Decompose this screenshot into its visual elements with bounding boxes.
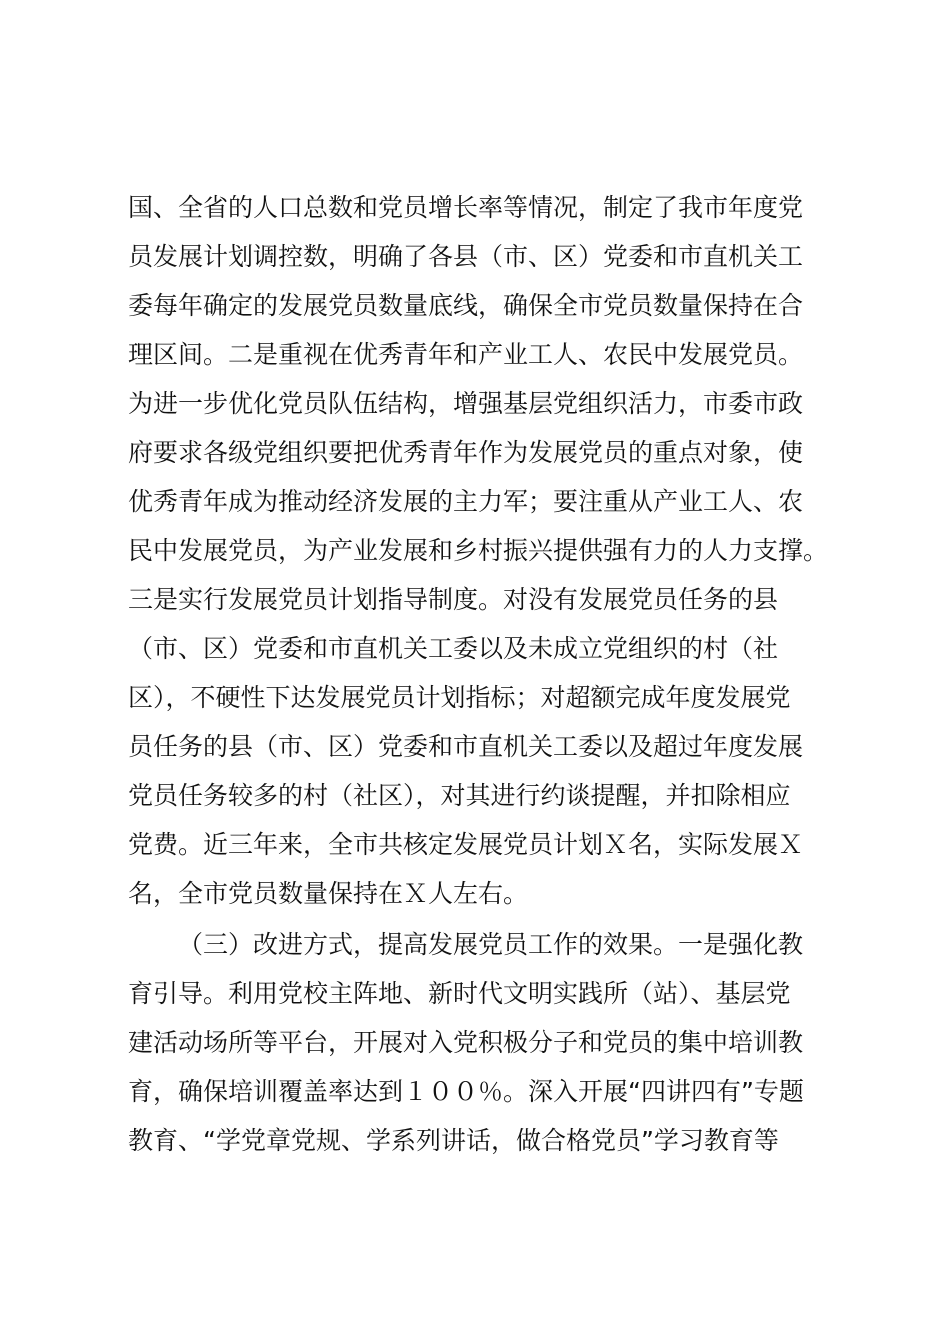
text-line: 优秀青年成为推动经济发展的主力军；要注重从产业工人、农 (128, 487, 804, 516)
text-line: 员任务的县（市、区）党委和市直机关工委以及超过年度发展 (128, 732, 804, 761)
text-line: 三是实行发展党员计划指导制度。对没有发展党员任务的县 (128, 585, 779, 614)
text-line: 育，确保培训覆盖率达到１００％。深入开展“四讲四有”专题 (128, 1077, 804, 1106)
text-line: 建活动场所等平台，开展对入党积极分子和党员的集中培训教 (128, 1028, 804, 1057)
text-line: 区），不硬性下达发展党员计划指标；对超额完成年度发展党 (128, 683, 791, 712)
text-line: 民中发展党员，为产业发展和乡村振兴提供强有力的人力支撑。 (128, 536, 829, 565)
text-line: 为进一步优化党员队伍结构，增强基层党组织活力，市委市政 (128, 389, 804, 418)
text-line: 教育、“学党章党规、学系列讲话，做合格党员”学习教育等 (128, 1126, 779, 1155)
text-line: 名，全市党员数量保持在Ｘ人左右。 (128, 879, 529, 908)
text-line: 府要求各级党组织要把优秀青年作为发展党员的重点对象，使 (128, 438, 804, 467)
text-line: 育引导。利用党校主阵地、新时代文明实践所（站）、基层党 (128, 979, 791, 1008)
text-line: 党费。近三年来，全市共核定发展党员计划Ｘ名，实际发展Ｘ (128, 830, 804, 859)
paragraph-start-line: （三）改进方式，提高发展党员工作的效果。一是强化教 (178, 930, 804, 959)
text-line: 国、全省的人口总数和党员增长率等情况，制定了我市年度党 (128, 193, 804, 222)
text-line: 党员任务较多的村（社区），对其进行约谈提醒，并扣除相应 (128, 781, 791, 810)
text-line: 员发展计划调控数，明确了各县（市、区）党委和市直机关工 (128, 242, 804, 271)
text-line: （市、区）党委和市直机关工委以及未成立党组织的村（社 (128, 634, 779, 663)
text-line: 理区间。二是重视在优秀青年和产业工人、农民中发展党员。 (128, 340, 804, 369)
text-line: 委每年确定的发展党员数量底线，确保全市党员数量保持在合 (128, 291, 804, 320)
